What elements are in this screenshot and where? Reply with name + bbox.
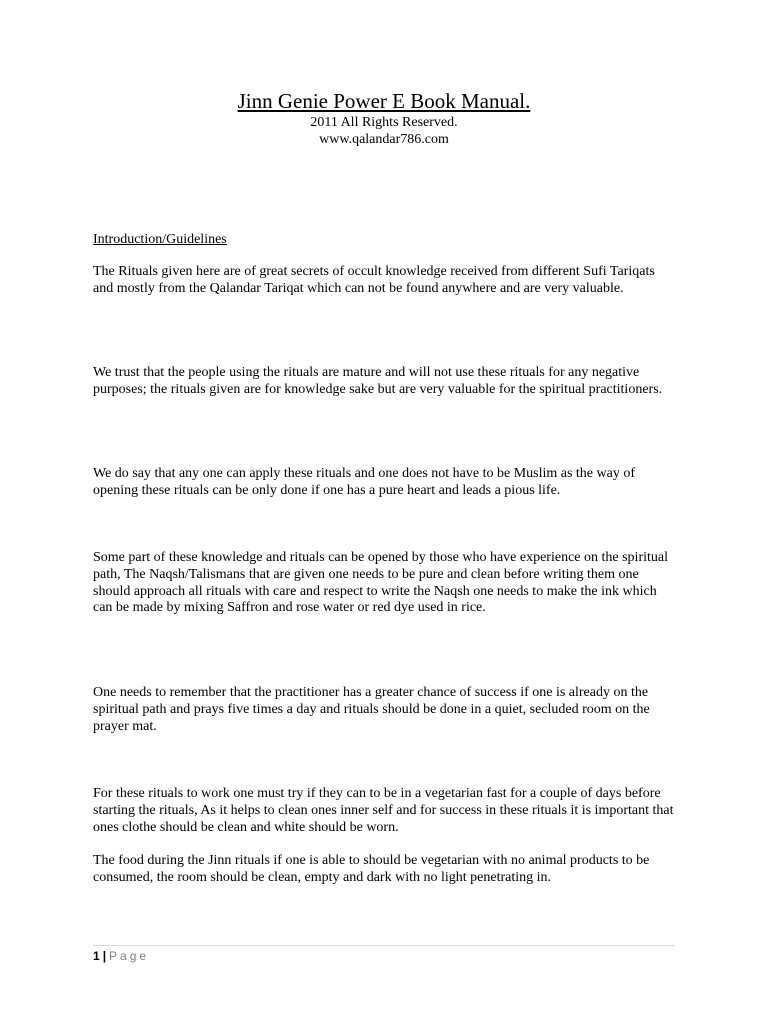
paragraph-naqsh-talismans: Some part of these knowledge and rituals can be opened by those who have experience on the spiritual path, The Naqsh/Talismans that are given one needs to be pure and clean before writing them one should approach all rituals with care and respect to write the Naqsh one needs to make the ink which can be made by mixing Saffron and rose water or red dye used in rice. <box>93 550 668 616</box>
copyright-line: 2011 All Rights Reserved. <box>310 115 458 130</box>
section-heading: Introduction/Guidelines <box>93 232 227 247</box>
footer-divider <box>93 945 675 946</box>
document-header <box>0 88 768 148</box>
paragraph-anyone-can-apply: We do say that any one can apply these rituals and one does not have to be Muslim as the way of opening these rituals can be only done if one has a pure heart and leads a pious life. <box>93 466 636 498</box>
paragraph-practitioner-success: One needs to remember that the practitioner has a greater chance of success if one is already on the spiritual path and prays five times a day and rituals should be done in a quiet, secluded room on the prayer mat. <box>93 685 650 734</box>
page-number: 1 <box>93 949 100 963</box>
paragraph-vegetarian-fast: For these rituals to work one must try if they can to be in a vegetarian fast for a couple of days before starting the rituals, As it helps to clean ones inner self and for success in these rituals it is important that ones clothe should be clean and white should be worn. <box>93 786 674 835</box>
paragraph-trust: We trust that the people using the rituals are mature and will not use these rituals for any negative purposes; the rituals given are for knowledge sake but are very valuable for the spiritual practitioners. <box>93 365 663 397</box>
page-footer <box>93 948 149 964</box>
footer-separator: | <box>102 949 107 963</box>
website-line: www.qalandar786.com <box>319 132 449 147</box>
paragraph-food-and-room: The food during the Jinn rituals if one is able to should be vegetarian with no animal products to be consumed, the room should be clean, empty and dark with no light penetrating in. <box>93 853 650 885</box>
paragraph-rituals-intro: The Rituals given here are of great secrets of occult knowledge received from different Sufi Tariqats and mostly from the Qalandar Tariqat which can not be found anywhere and are very valuable. <box>93 264 655 296</box>
document-title: Jinn Genie Power E Book Manual. <box>237 89 531 113</box>
page-label: Page <box>109 949 150 963</box>
